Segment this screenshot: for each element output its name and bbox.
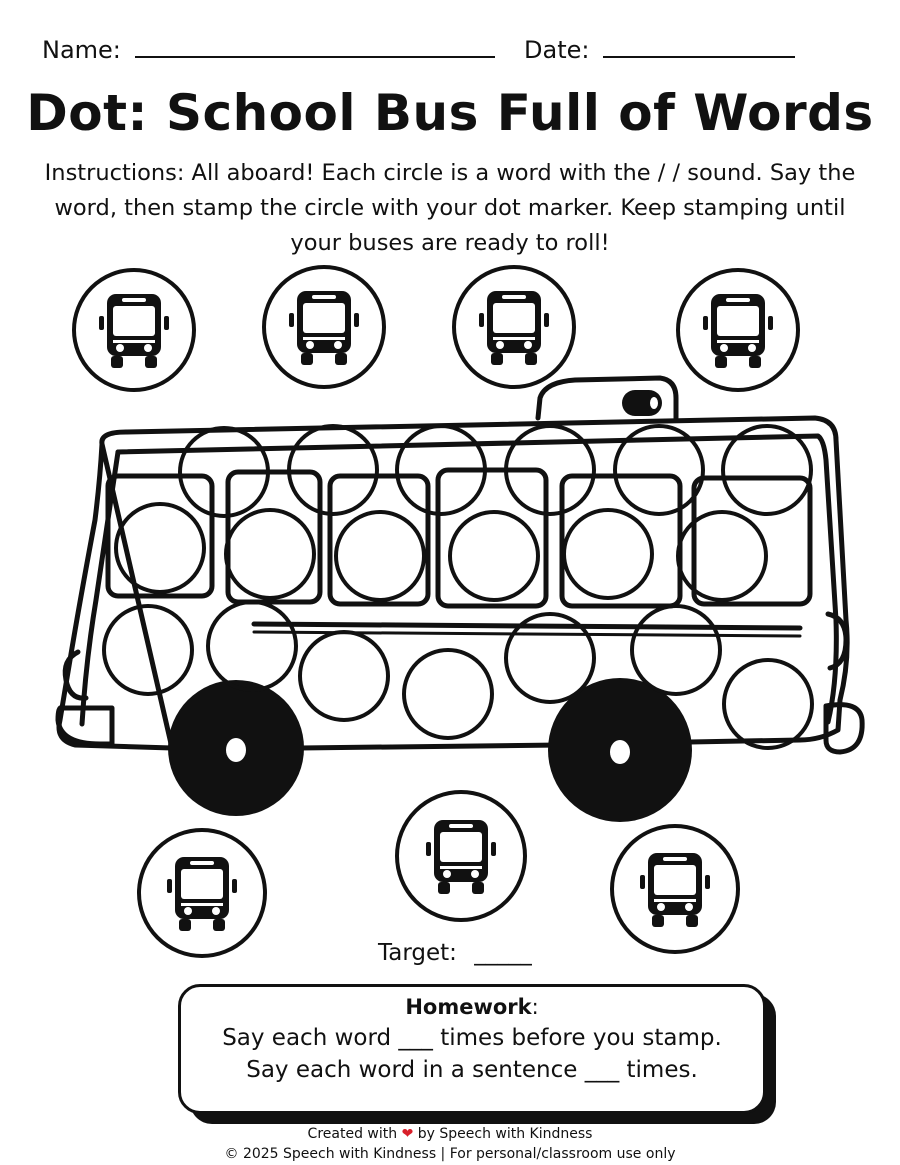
homework-colon: :	[531, 995, 539, 1019]
heart-icon: ❤	[401, 1126, 414, 1142]
target-field[interactable]	[378, 940, 532, 966]
name-label: Name:	[42, 36, 121, 64]
instructions-text: Instructions: All aboard! Each circle is a word with the / / sound. Say the word, then stamp the circle with your dot marker. Keep stamping until your buses are ready to roll!	[44, 160, 856, 256]
name-field[interactable]	[42, 34, 495, 64]
bus-icon-circle[interactable]	[395, 790, 527, 922]
page-title: Dot: School Bus Full of Words	[26, 84, 874, 142]
bus-icon	[635, 847, 715, 931]
homework-line-2: Say each word in a sentence ___ times.	[246, 1057, 698, 1083]
date-label: Date:	[524, 36, 590, 64]
date-line[interactable]	[603, 34, 795, 58]
bus-icon	[421, 814, 501, 898]
bus-icon-circle[interactable]	[137, 828, 267, 958]
target-label: Target:	[378, 940, 457, 966]
bus-icon-circle[interactable]	[610, 824, 740, 954]
footer-created-prefix: Created with	[307, 1126, 398, 1142]
homework-heading	[181, 995, 763, 1019]
bus-icon	[162, 851, 242, 935]
date-field[interactable]	[524, 34, 795, 64]
footer-copyright: © 2025 Speech with Kindness | For personal/classroom use only	[224, 1146, 676, 1162]
footer-credit	[0, 1126, 900, 1142]
bus-icon	[284, 285, 364, 369]
homework-title: Homework	[405, 995, 532, 1019]
homework-box	[178, 984, 766, 1114]
name-line[interactable]	[135, 34, 495, 58]
school-bus-illustration	[0, 360, 900, 840]
bus-icon	[474, 285, 554, 369]
target-blank[interactable]: _____	[474, 940, 532, 966]
footer-created-suffix: by Speech with Kindness	[417, 1126, 593, 1142]
homework-line-1: Say each word ___ times before you stamp.	[222, 1025, 722, 1051]
